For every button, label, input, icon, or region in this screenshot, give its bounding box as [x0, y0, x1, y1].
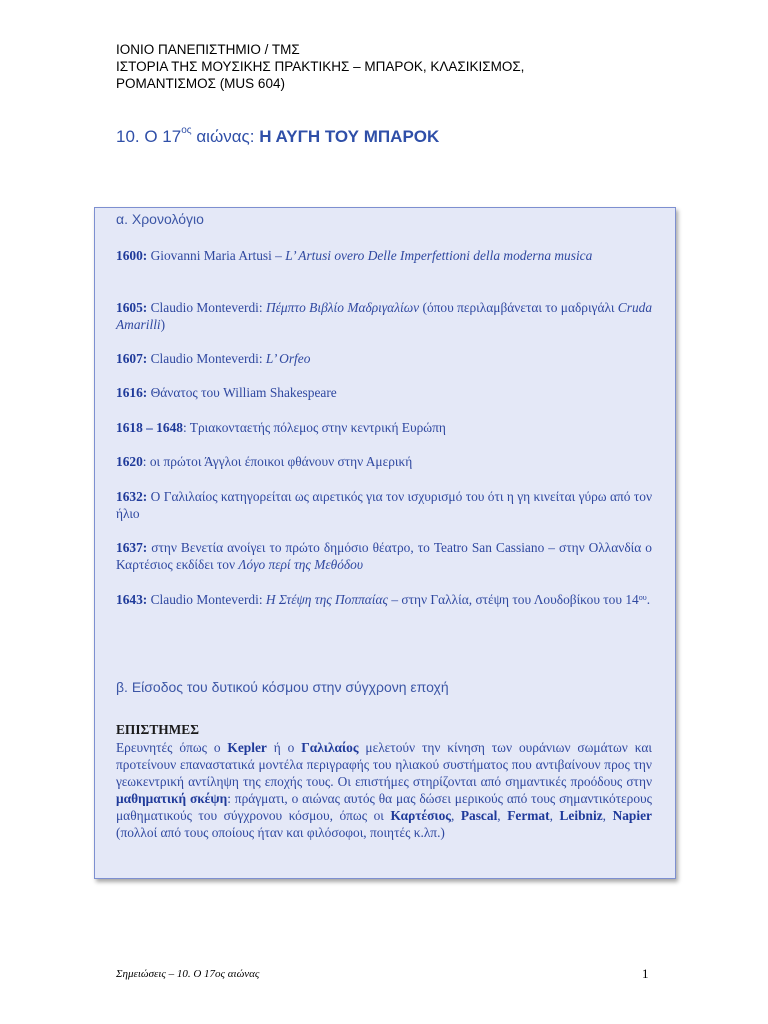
entry-text: – στην Γαλλία, στέψη του Λουδοβίκου του 14 — [388, 592, 639, 607]
entry-italic: L’ Artusi overo Delle Imperfettioni della moderna musica — [285, 248, 593, 263]
entry-year: 1632: — [116, 489, 148, 504]
text-run: μελετούν την κίνηση των ουράνιων σωμάτων και προτείνουν επαναστατικά μοντέλα περιγραφής του ηλιακού συστήματος που αντιβαίνουν προς την γεωκεντρική αντίληψη της εποχής τους. Οι επιστήμες στηρίζονται από σημαντικές προόδους στην — [116, 740, 652, 789]
entry-italic: L’ Orfeo — [265, 351, 311, 366]
entry-text: : Τριακονταετής πόλεμος στην κεντρική Ευρώπη — [182, 420, 446, 435]
entry-text: ) — [160, 317, 166, 332]
bold-run: Pascal — [460, 808, 498, 823]
chronology-entry — [116, 384, 652, 401]
chapter-title — [116, 127, 439, 147]
entry-year: 1600: — [116, 248, 148, 263]
bold-run: Kepler — [227, 740, 267, 755]
bold-run: Napier — [612, 808, 652, 823]
title-superscript: ος — [181, 125, 192, 136]
bold-run: Fermat — [507, 808, 550, 823]
entry-text: : οι πρώτοι Άγγλοι έποικοι φθάνουν στην Αμερική — [142, 454, 413, 469]
chronology-entry — [116, 299, 652, 333]
entry-text: Claudio Monteverdi: — [147, 351, 266, 366]
footer-note: Σημειώσεις – 10. Ο 17ος αιώνας — [116, 968, 260, 980]
entry-superscript: ου — [638, 593, 647, 602]
entry-text: Ο Γαλιλαίος κατηγορείται ως αιρετικός για τον ισχυρισμό του ότι η γη κινείται γύρω από τον ήλιο — [116, 489, 652, 521]
entry-year: 1605: — [116, 300, 148, 315]
title-bold: Η ΑΥΓΗ ΤΟΥ ΜΠΑΡΟΚ — [259, 127, 440, 146]
chronology-entry — [116, 419, 652, 436]
text-run: , — [497, 808, 508, 823]
header-line-1: ΙΟΝΙΟ ΠΑΝΕΠΙΣΤΗΜΙΟ / ΤΜΣ — [116, 42, 300, 57]
text-run: , — [549, 808, 560, 823]
entry-italic: Η Στέψη της Ποππαίας — [265, 592, 388, 607]
text-run: ή ο — [266, 740, 302, 755]
entry-year: 1637: — [116, 540, 148, 555]
entry-italic: Πέμπτο Βιβλίο Μαδριγαλίων — [265, 300, 420, 315]
document-header — [116, 41, 676, 92]
entry-text: στην Βενετία ανοίγει το πρώτο δημόσιο θέατρο, το Teatro San Cassiano – στην Ολλανδία ο Καρτέσιος εκδίδει τον — [116, 540, 652, 572]
title-middle: αιώνας: — [191, 127, 260, 146]
bold-run: Leibniz — [559, 808, 603, 823]
entry-text: (όπου περιλαμβάνεται το μαδριγάλι — [419, 300, 618, 315]
title-prefix: 10. Ο 17 — [116, 127, 182, 146]
entry-text: Giovanni Maria Artusi – — [147, 248, 286, 263]
chronology-label: α. Χρονολόγιο — [116, 211, 204, 227]
sciences-title: ΕΠΙΣΤΗΜΕΣ — [116, 722, 199, 737]
chronology-entry — [116, 539, 652, 573]
page-number: 1 — [642, 966, 649, 981]
entry-text: Claudio Monteverdi: — [147, 592, 266, 607]
entry-text: Claudio Monteverdi: — [147, 300, 266, 315]
entry-year: 1607: — [116, 351, 148, 366]
text-run: Ερευνητές όπως ο — [116, 740, 228, 755]
bold-run: μαθηματική σκέψη — [116, 791, 228, 806]
entry-year: 1616: — [116, 385, 148, 400]
bold-run: Καρτέσιος — [390, 808, 451, 823]
header-line-2: ΙΣΤΟΡΙΑ ΤΗΣ ΜΟΥΣΙΚΗΣ ΠΡΑΚΤΙΚΗΣ – ΜΠΑΡΟΚ, ΚΛΑΣΙΚΙΣΜΟΣ, — [116, 59, 525, 74]
entry-year: 1620 — [116, 454, 143, 469]
chronology-entry — [116, 488, 652, 522]
text-run: : πράγματι, ο αιώνας αυτός θα μας δώσει μερικούς από τους σημαντικότερους μαθηματικούς του σύγχρονου κόσμου, όπως οι — [116, 791, 652, 823]
text-run: , — [602, 808, 613, 823]
chronology-entry — [116, 350, 652, 367]
entry-year: 1643: — [116, 592, 148, 607]
text-run: , — [450, 808, 461, 823]
entry-italic: Cruda Amarilli — [116, 300, 653, 332]
entry-text: Θάνατος του William Shakespeare — [147, 385, 337, 400]
chronology-entry — [116, 591, 652, 608]
text-run: (πολλοί από τους οποίους ήταν και φιλόσοφοι, ποιητές κ.λπ.) — [116, 825, 445, 840]
sciences-paragraph — [116, 739, 652, 841]
modern-era-label: β. Είσοδος του δυτικού κόσμου στην σύγχρονη εποχή — [116, 679, 449, 695]
header-line-3: ΡΟΜΑΝΤΙΣΜΟΣ (MUS 604) — [116, 76, 285, 91]
entry-year: 1618 – 1648 — [116, 420, 183, 435]
chronology-entry — [116, 247, 652, 264]
entry-italic: Λόγο περί της Μεθόδου — [238, 557, 363, 572]
chronology-entry — [116, 453, 652, 470]
bold-run: Γαλιλαίος — [301, 740, 359, 755]
entry-text: . — [646, 592, 651, 607]
